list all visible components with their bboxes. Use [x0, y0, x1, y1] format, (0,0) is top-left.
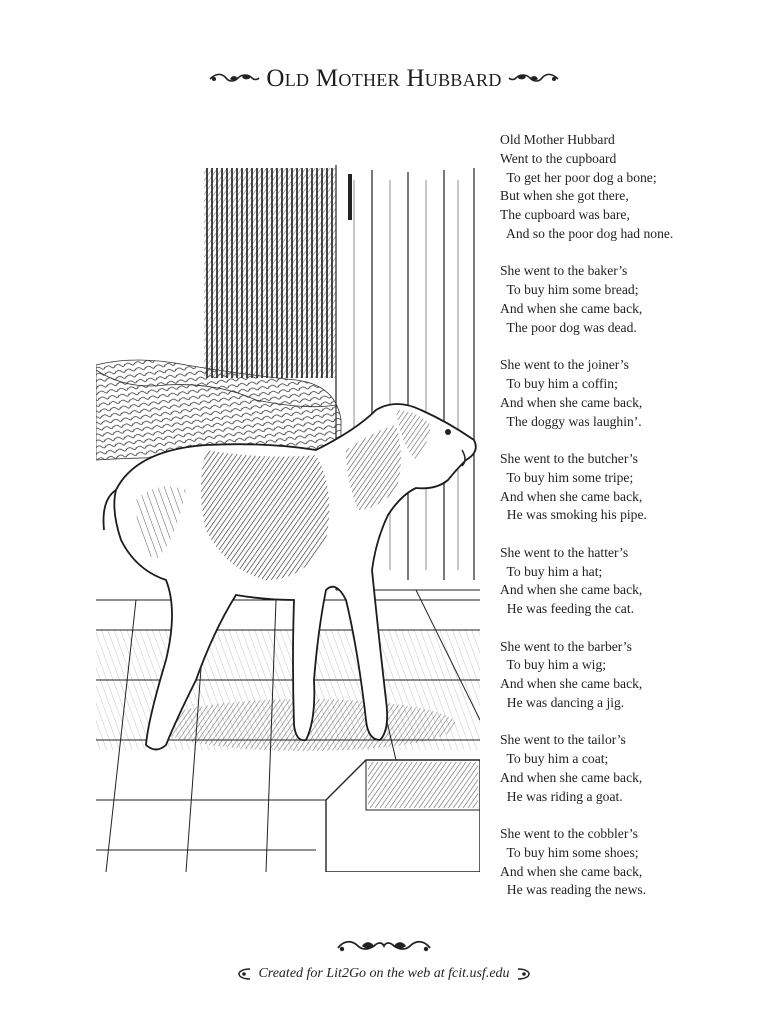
footer-left-flourish-icon	[236, 966, 252, 982]
poem-line: He was smoking his pipe.	[500, 507, 647, 523]
stanza	[500, 544, 760, 619]
poem-line: But when she got there,	[500, 188, 629, 204]
poem-line: The doggy was laughin’.	[500, 413, 642, 429]
poem	[500, 131, 760, 919]
title-row	[0, 62, 768, 96]
stanza	[500, 825, 760, 900]
poem-line: She went to the hatter’s	[500, 544, 629, 560]
poem-line: And when she came back,	[500, 488, 643, 504]
poem-line: Went to the cupboard	[500, 150, 617, 166]
dog-illustration	[96, 160, 480, 872]
poem-line: And when she came back,	[500, 300, 643, 316]
stanza	[500, 356, 760, 431]
poem-line: The cupboard was bare,	[500, 207, 630, 223]
page-title: Old Mother Hubbard	[266, 65, 502, 92]
poem-line: To get her poor dog a bone;	[500, 169, 657, 185]
poem-line: She went to the tailor’s	[500, 732, 626, 748]
poem-line: She went to the cobbler’s	[500, 826, 638, 842]
stanza	[500, 731, 760, 806]
poem-line: He was feeding the cat.	[500, 601, 634, 617]
poem-line: To buy him some shoes;	[500, 844, 639, 860]
poem-line: And so the poor dog had none.	[500, 225, 674, 241]
poem-line: To buy him a coat;	[500, 751, 609, 767]
poem-line: And when she came back,	[500, 582, 643, 598]
door-latch	[348, 174, 352, 220]
stanza	[500, 638, 760, 713]
left-flourish-icon	[208, 70, 260, 88]
stanza	[500, 131, 760, 244]
poem-line: And when she came back,	[500, 394, 643, 410]
stanza	[500, 262, 760, 337]
poem-line: To buy him a hat;	[500, 563, 603, 579]
poem-line: And when she came back,	[500, 769, 643, 785]
poem-line: And when she came back,	[500, 863, 643, 879]
poem-line: The poor dog was dead.	[500, 319, 637, 335]
ornament-icon	[334, 936, 434, 956]
poem-line: She went to the joiner’s	[500, 357, 629, 373]
poem-line: She went to the butcher’s	[500, 450, 638, 466]
footer-right-flourish-icon	[516, 966, 532, 982]
right-flourish-icon	[508, 70, 560, 88]
footer-row	[0, 962, 768, 986]
footer-credit: Created for Lit2Go on the web at fcit.usf.edu	[258, 966, 510, 981]
poem-line: To buy him a coffin;	[500, 375, 618, 391]
stanza	[500, 450, 760, 525]
poem-line: He was dancing a jig.	[500, 694, 625, 710]
poem-line: He was riding a goat.	[500, 788, 623, 804]
poem-line: Old Mother Hubbard	[500, 132, 615, 147]
poem-line: She went to the baker’s	[500, 263, 628, 279]
poem-line: And when she came back,	[500, 676, 643, 692]
poem-line: To buy him some bread;	[500, 282, 639, 298]
poem-line: He was reading the news.	[500, 882, 647, 898]
poem-line: She went to the barber’s	[500, 638, 632, 654]
poem-line: To buy him some tripe;	[500, 469, 634, 485]
poem-line: To buy him a wig;	[500, 657, 607, 673]
